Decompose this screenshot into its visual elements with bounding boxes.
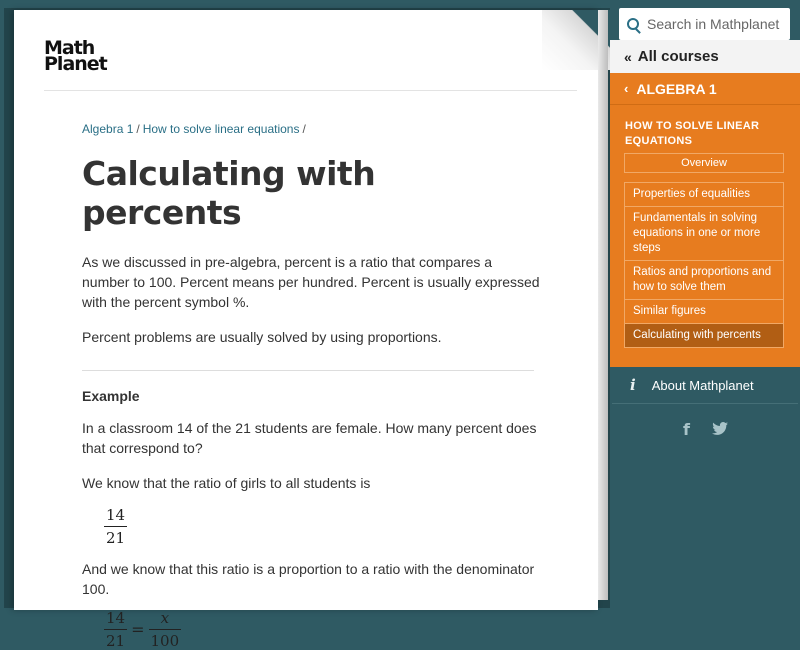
all-courses-label: All courses xyxy=(637,48,719,65)
lesson-item-percents[interactable]: Calculating with percents xyxy=(624,323,784,348)
chapter-title[interactable]: HOW TO SOLVE LINEAR EQUATIONS xyxy=(625,120,760,147)
facebook-icon[interactable]: f xyxy=(683,420,690,439)
lesson-item-similar-figures[interactable]: Similar figures xyxy=(624,299,784,323)
fraction-denominator: 100 xyxy=(150,632,180,650)
intro-paragraph-2: Percent problems are usually solved by using proportions. xyxy=(82,329,442,345)
example-question: In a classroom 14 of the 21 students are female. How many percent does that correspond to? xyxy=(82,420,537,456)
lesson-item-ratios[interactable]: Ratios and proportions and how to solve them xyxy=(624,260,784,299)
overview-button[interactable]: Overview xyxy=(624,153,784,173)
course-label: ALGEBRA 1 xyxy=(636,80,717,97)
all-courses-link[interactable] xyxy=(610,40,800,73)
lesson-item-properties[interactable]: Properties of equalities xyxy=(624,182,784,206)
chevron-left-icon: ‹ xyxy=(624,81,629,96)
main-content xyxy=(82,122,542,650)
breadcrumb-linear-equations[interactable]: How to solve linear equations xyxy=(142,122,300,136)
section-divider xyxy=(82,370,534,371)
breadcrumb-algebra-1[interactable]: Algebra 1 xyxy=(82,122,134,136)
info-icon: i xyxy=(630,376,636,394)
breadcrumb-separator: / xyxy=(302,122,306,136)
search-placeholder: Search in Mathplanet xyxy=(647,16,780,32)
logo-line2: Planet xyxy=(44,53,107,75)
sidebar-divider xyxy=(612,403,798,404)
search-icon xyxy=(627,18,639,30)
fraction-numerator: 14 xyxy=(106,609,126,627)
twitter-icon[interactable] xyxy=(712,420,728,439)
breadcrumb xyxy=(82,122,542,136)
social-links xyxy=(683,420,728,439)
double-chevron-left-icon: « xyxy=(624,48,632,65)
page-title: Calculating with percents xyxy=(82,154,376,232)
fraction-numerator: 14 xyxy=(106,506,126,524)
content-page xyxy=(14,10,598,650)
equals-sign: = xyxy=(131,620,145,639)
lesson-item-fundamentals[interactable]: Fundamentals in solving equations in one or more steps xyxy=(624,206,784,260)
header-divider xyxy=(44,90,577,91)
chapter-nav xyxy=(610,105,800,367)
breadcrumb-separator: / xyxy=(136,122,140,136)
about-label: About Mathplanet xyxy=(651,377,754,393)
fraction-denominator: 21 xyxy=(106,632,126,650)
example-heading: Example xyxy=(82,388,140,404)
ratio-text: We know that the ratio of girls to all students is xyxy=(82,475,371,491)
proportion-equation xyxy=(104,609,542,650)
proportion-text: And we know that this ratio is a proportion to a ratio with the denominator 100. xyxy=(82,561,535,597)
logo-line1: Math xyxy=(44,37,95,59)
search-input[interactable] xyxy=(619,8,790,40)
intro-paragraph: As we discussed in pre-algebra, percent is a ratio that compares a number to 100. Percent means per hundred. Percent is usually expressed with the percent symbol %. xyxy=(82,254,540,310)
about-mathplanet-link[interactable] xyxy=(610,367,800,403)
fraction-denominator: 21 xyxy=(106,529,126,547)
lesson-list xyxy=(624,182,784,348)
ratio-fraction xyxy=(104,505,542,547)
mathplanet-logo[interactable] xyxy=(44,37,107,75)
fraction-numerator: x xyxy=(160,609,170,627)
course-link-algebra-1[interactable] xyxy=(610,73,800,105)
page-edge xyxy=(598,10,608,600)
